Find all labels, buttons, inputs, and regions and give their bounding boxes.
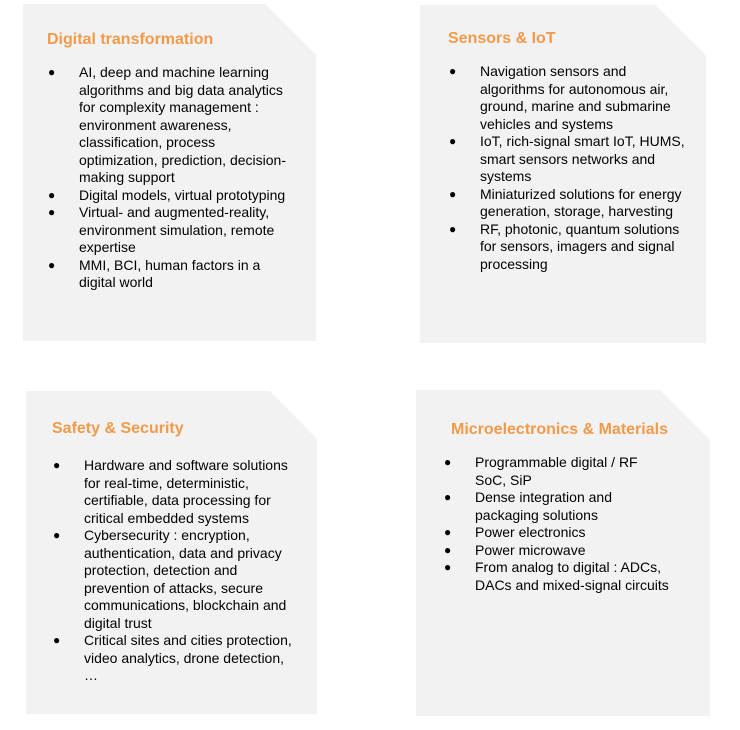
bullet-icon: ● <box>444 560 452 574</box>
bullet-icon: ● <box>449 64 457 78</box>
bullet-icon: ● <box>53 458 61 472</box>
list-item-text: Virtual- and augmented-reality, environment simulation, remote expertise <box>79 204 275 255</box>
list-item <box>448 221 686 274</box>
card-title: Safety & Security <box>52 420 184 437</box>
card-body <box>420 5 706 273</box>
list-item <box>448 186 686 221</box>
list-item-text: Programmable digital / RF SoC, SiP <box>475 454 638 488</box>
list-item-text: MMI, BCI, human factors in a digital world <box>79 256 261 290</box>
list-item <box>443 524 670 542</box>
list-item <box>52 457 297 527</box>
bullet-icon: ● <box>48 187 56 202</box>
bullet-icon: ● <box>48 65 56 79</box>
list-item-text: RF, photonic, quantum solutions for sensors, imagers and signal processing <box>480 220 680 272</box>
card-title: Digital transformation <box>47 31 214 48</box>
list-item-text: Cybersecurity : encryption, authentication, data and privacy protection, detection and prevention of attacks, secure communications, blockchain and digital trust <box>84 527 287 631</box>
list-item <box>443 542 670 560</box>
list-item <box>448 63 686 133</box>
list-item-text: Critical sites and cities protection, video analytics, drone detection, … <box>84 632 292 683</box>
card-safety-security <box>26 391 317 714</box>
card-body <box>416 390 710 594</box>
bullet-icon: ● <box>53 528 61 542</box>
list-item-text: Navigation sensors and algorithms for autonomous air, ground, marine and submarine vehicles and systems <box>480 63 671 132</box>
bullet-icon: ● <box>444 490 452 504</box>
list-item <box>448 133 686 186</box>
bullet-icon: ● <box>444 542 452 557</box>
card-body <box>23 4 316 292</box>
bullet-icon: ● <box>449 134 457 148</box>
card-microelectronics-materials <box>416 390 710 716</box>
bullet-icon: ● <box>444 455 452 469</box>
list-item <box>443 559 670 594</box>
list-item-text: IoT, rich-signal smart IoT, HUMS, smart sensors networks and systems <box>480 133 685 184</box>
card-title: Microelectronics & Materials <box>451 421 668 438</box>
list-item-text: From analog to digital : ADCs, DACs and mixed-signal circuits <box>475 559 669 593</box>
bullet-icon: ● <box>48 205 56 219</box>
list-item <box>47 187 296 205</box>
bullet-icon: ● <box>53 633 61 647</box>
list-item <box>52 632 297 685</box>
bullet-list <box>443 454 670 594</box>
bullet-icon: ● <box>444 525 452 539</box>
bullet-list <box>47 64 296 292</box>
card-title: Sensors & IoT <box>448 30 556 47</box>
card-digital-transformation <box>23 4 316 341</box>
list-item-text: Power electronics <box>475 524 586 540</box>
bullet-icon: ● <box>48 257 56 272</box>
list-item-text: AI, deep and machine learning algorithms and big data analytics for complexity management : environment awareness, classification, process optimization, prediction, decision-making support <box>79 64 286 185</box>
list-item <box>47 64 296 187</box>
list-item-text: Digital models, virtual prototyping <box>79 186 286 203</box>
list-item <box>47 204 296 257</box>
list-item <box>47 257 296 292</box>
list-item-text: Dense integration and packaging solutions <box>475 489 612 523</box>
list-item-text: Miniaturized solutions for energy generation, storage, harvesting <box>480 185 682 219</box>
card-sensors-iot <box>420 5 706 343</box>
bullet-icon: ● <box>449 186 457 201</box>
list-item-text: Power microwave <box>475 541 586 558</box>
card-body <box>26 391 317 685</box>
list-item <box>443 454 670 489</box>
list-item <box>52 527 297 632</box>
list-item-text: Hardware and software solutions for real-time, deterministic, certifiable, data processing for critical embedded systems <box>84 457 288 526</box>
bullet-list <box>448 63 686 273</box>
bullet-list <box>52 457 297 685</box>
bullet-icon: ● <box>449 221 457 236</box>
list-item <box>443 489 670 524</box>
